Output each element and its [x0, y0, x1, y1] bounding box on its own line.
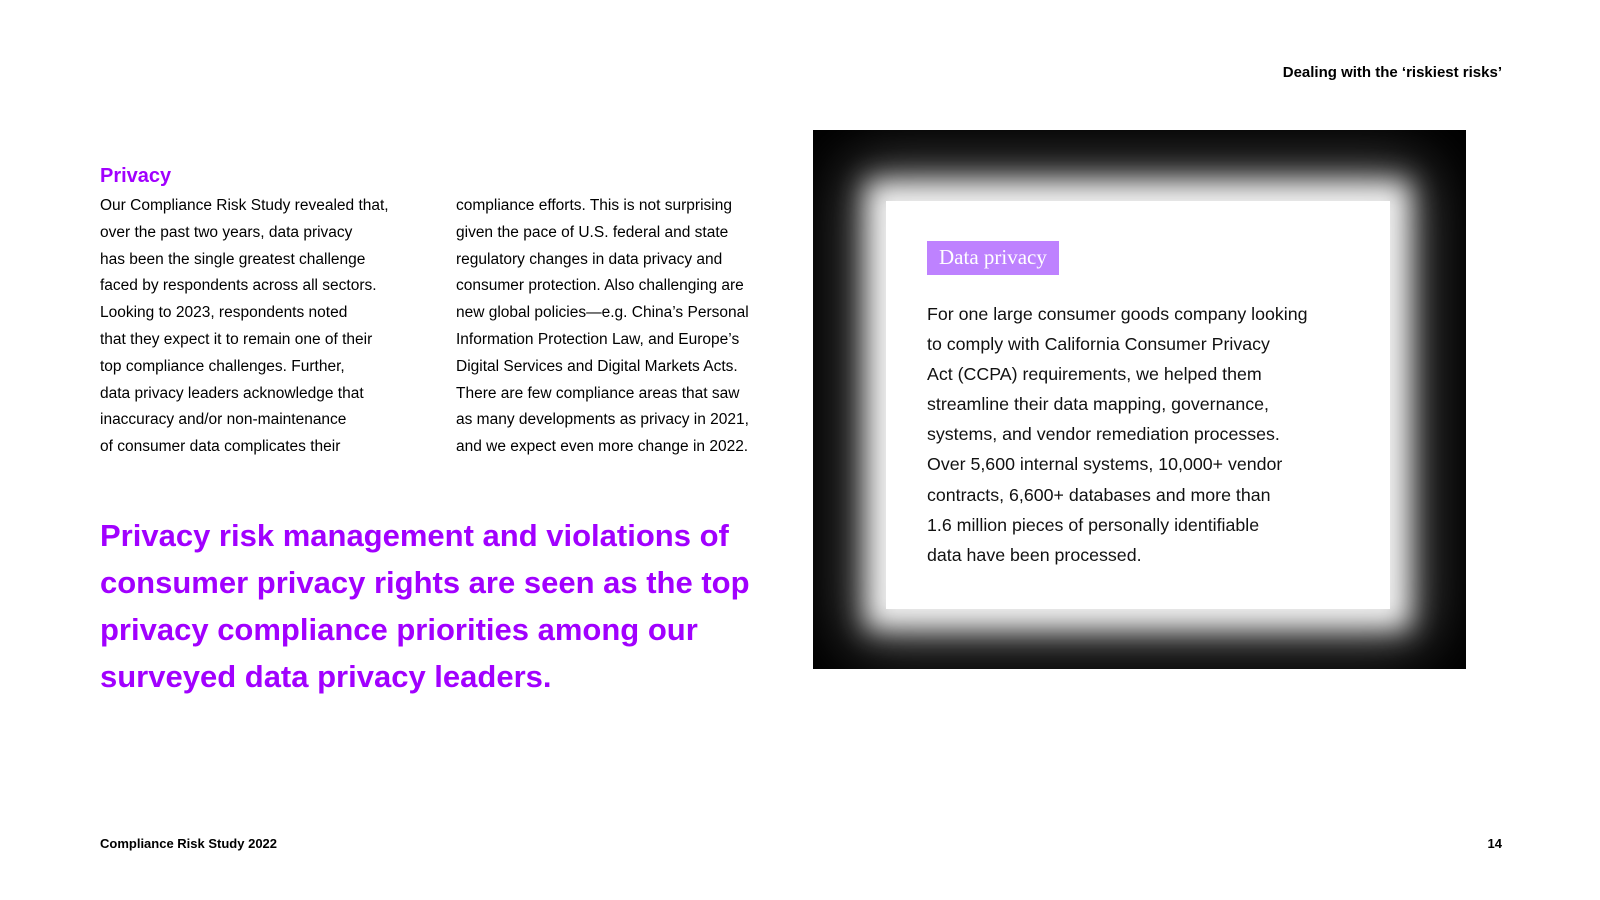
section-heading: Privacy	[100, 165, 172, 187]
case-study-card	[886, 201, 1390, 609]
case-study-line: systems, and vendor remediation processes.	[927, 424, 1280, 445]
body-text-line: and we expect even more change in 2022.	[456, 438, 749, 456]
body-text-line: data privacy leaders acknowledge that	[100, 384, 364, 402]
pull-quote-line: consumer privacy rights are seen as the top	[100, 565, 750, 600]
body-text-line: given the pace of U.S. federal and state	[456, 223, 729, 241]
body-text-line: Digital Services and Digital Markets Acts.	[456, 357, 738, 375]
body-text-line: consumer protection. Also challenging are	[456, 277, 744, 295]
case-study-line: contracts, 6,600+ databases and more than	[927, 484, 1271, 505]
case-study-tag: Data privacy	[927, 241, 1059, 275]
body-text-line: There are few compliance areas that saw	[456, 384, 740, 402]
body-text-line: Looking to 2023, respondents noted	[100, 304, 348, 322]
body-text-line: new global policies—e.g. China’s Personal	[456, 304, 749, 322]
body-text-line: as many developments as privacy in 2021,	[456, 411, 749, 429]
body-text-column-1	[100, 193, 389, 461]
body-text-line: regulatory changes in data privacy and	[456, 250, 723, 268]
case-study-frame	[813, 130, 1466, 669]
case-study-text	[927, 299, 1308, 570]
case-study-line: to comply with California Consumer Privacy	[927, 334, 1270, 355]
footer-report-name: Compliance Risk Study 2022	[100, 836, 278, 851]
case-study-line: 1.6 million pieces of personally identifiable	[927, 514, 1260, 535]
body-text-line: top compliance challenges. Further,	[100, 357, 345, 375]
pull-quote-line: Privacy risk management and violations of	[100, 518, 729, 553]
case-study-line: Over 5,600 internal systems, 10,000+ vendor	[927, 454, 1283, 475]
pull-quote	[100, 512, 750, 700]
body-text-line: has been the single greatest challenge	[100, 250, 366, 268]
running-header-title: Dealing with the ‘riskiest risks’	[1282, 64, 1502, 81]
case-study-line: For one large consumer goods company looking	[927, 304, 1308, 324]
body-text-line: faced by respondents across all sectors.	[100, 277, 377, 295]
case-study-line: Act (CCPA) requirements, we helped them	[927, 364, 1262, 385]
case-study-line: streamline their data mapping, governance,	[927, 394, 1269, 415]
body-text-column-2	[456, 193, 749, 461]
pull-quote-line: privacy compliance priorities among our	[100, 612, 698, 647]
body-text-line: of consumer data complicates their	[100, 438, 341, 456]
footer-page-number: 14	[1487, 836, 1502, 851]
pull-quote-line: surveyed data privacy leaders.	[100, 659, 552, 694]
body-text-line: Our Compliance Risk Study revealed that,	[100, 197, 389, 214]
case-study-line: data have been processed.	[927, 544, 1142, 565]
body-text-line: over the past two years, data privacy	[100, 223, 353, 241]
body-text-line: compliance efforts. This is not surprising	[456, 197, 732, 214]
body-text-line: that they expect it to remain one of their	[100, 330, 373, 348]
body-text-line: Information Protection Law, and Europe’s	[456, 330, 740, 348]
body-text-line: inaccuracy and/or non-maintenance	[100, 411, 347, 429]
